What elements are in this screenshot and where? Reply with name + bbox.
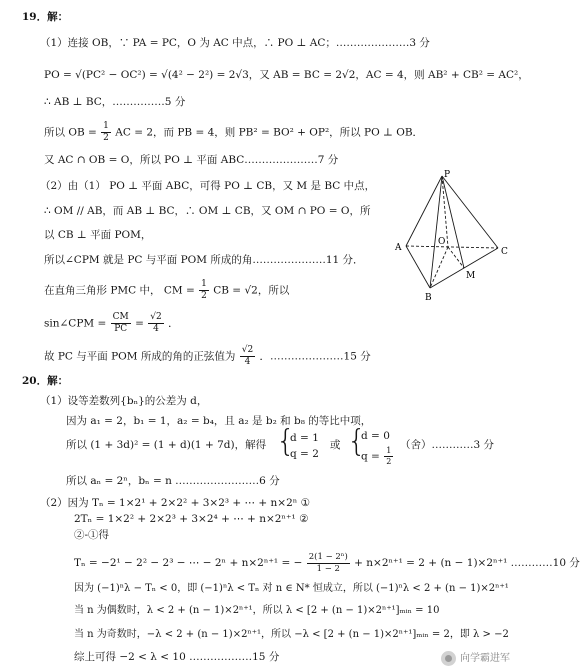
q19-p1-line5: 又 AC ∩ OB = O，所以 PO ⊥ 平面 ABC…………………7 分 <box>44 154 339 166</box>
q20-p2-line4: Tₙ = −2¹ − 2² − 2³ − ⋯ − 2ⁿ + n×2ⁿ⁺¹ = − $\frac{\text{2(1 − 2ⁿ)}}{1 - 2}$ + n×2ⁿ⁺¹ = 2 + (n − 1)×2ⁿ⁺¹ …………10 分 <box>74 552 580 574</box>
label-P: P <box>444 170 451 180</box>
fraction: $\frac{√2}{4}$ <box>241 345 254 367</box>
watermark <box>441 651 510 666</box>
fraction: $\frac{1}{2}$ <box>201 279 207 301</box>
label-M: M <box>466 271 476 281</box>
q19-p2-line5: 在直角三角形 PMC 中， CM = $\frac{1}{2}$ CB = √2，所以 <box>44 279 290 301</box>
q20-p1-line4: 所以 aₙ = 2ⁿ，bₙ = n ……………………6 分 <box>66 475 280 487</box>
label-C: C <box>501 247 508 257</box>
case1-row2: q = 2 <box>290 448 319 460</box>
q19-p2-line1: （2）由（1） PO ⊥ 平面 ABC，可得 PO ⊥ CB，又 M 是 BC 中点， <box>40 180 376 192</box>
q19-p2-line6: sin∠CPM = $\frac{CM}{PC}$ = $\frac{√2}{4}$ ． <box>44 312 179 334</box>
q20-p2-line3: ②-①得 <box>74 529 110 541</box>
edge-AC <box>406 246 498 248</box>
edge-PA <box>406 176 442 246</box>
account-avatar-icon <box>441 651 456 666</box>
q20-p2-line1: （2）因为 Tₙ = 1×2¹ + 2×2² + 3×2³ + ⋯ + n×2ⁿ ① <box>40 497 311 509</box>
case2-row1: d = 0 <box>361 430 390 442</box>
fraction: $\frac{\text{2(1 − 2ⁿ)}}{1 - 2}$ <box>308 552 348 574</box>
q20-p1-line2: 因为 a₁ = 2，b₁ = 1，a₂ = b₄，且 a₂ 是 b₂ 和 b₈ 的等比中项， <box>66 415 372 427</box>
q19-p2-line7: 故 PC 与平面 POM 所成的角的正弦值为 $\frac{√2}{4}$ ．…………………15 分 <box>44 345 371 367</box>
q20-p2-line5: 因为 (−1)ⁿλ − Tₙ < 0，即 (−1)ⁿλ < Tₙ 对 n ∈ N* 恒成立，所以 (−1)ⁿλ < 2 + (n − 1)×2ⁿ⁺¹ <box>74 583 509 594</box>
case-brace-1: { <box>276 424 296 459</box>
case-brace-2: { <box>347 424 367 459</box>
q20-p1-line3a: 所以 (1 + 3d)² = (1 + d)(1 + 7d)，解得 <box>66 439 267 451</box>
case1-row1: d = 1 <box>290 432 319 444</box>
fraction: $\frac{CM}{PC}$ <box>112 312 129 334</box>
q20-p2-line8: 综上可得 −2 < λ < 10 ………………15 分 <box>74 651 280 663</box>
label-B: B <box>425 293 432 303</box>
q19-p2-line2: ∴ OM // AB，而 AB ⊥ BC，∴ OM ⊥ CB，又 OM ∩ PO = O，所 <box>44 205 371 217</box>
q19-p2-line3: 以 CB ⊥ 平面 POM， <box>44 229 152 241</box>
case-or: 或 <box>330 439 341 451</box>
edge-PB <box>430 176 442 288</box>
q19-p1-line3: ∴ AB ⊥ BC，……………5 分 <box>44 96 186 108</box>
fraction: $\frac{1}{2}$ <box>103 121 109 143</box>
q19-p2-line4: 所以∠CPM 就是 PC 与平面 POM 所成的角…………………11 分． <box>44 254 364 266</box>
fraction: $\frac{√2}{4}$ <box>150 312 162 334</box>
fraction: $\frac{1}{2}$ <box>386 446 392 466</box>
q20-p2-line2: 2Tₙ = 1×2² + 2×2³ + 3×2⁴ + ⋯ + n×2ⁿ⁺¹ ② <box>74 513 309 525</box>
q19-p1-line1: （1）连接 OB，∵ PA = PC，O 为 AC 中点，∴ PO ⊥ AC；…………………3 分 <box>40 37 430 49</box>
q19-p1-line4: 所以 OB = $\frac{1}{2}$ AC = 2，而 PB = 4，则 PB² = BO² + OP²，所以 PO ⊥ OB． <box>44 121 424 143</box>
q20-p2-line6: 当 n 为偶数时，λ < 2 + (n − 1)×2ⁿ⁺¹，所以 λ < [2 + (n − 1)×2ⁿ⁺¹]ₘᵢₙ = 10 <box>74 605 440 616</box>
watermark-text: 向学霸进军 <box>460 652 510 664</box>
label-O: O <box>438 237 446 247</box>
q19-p1-line2: PO = √(PC² − OC²) = √(4² − 2²) = 2√3，又 AB = BC = 2√2，AC = 4，则 AB² + CB² = AC²， <box>44 69 529 81</box>
q20-header: 20．解： <box>22 375 69 387</box>
pyramid-figure <box>392 166 512 306</box>
label-A: A <box>395 243 402 253</box>
segment-OB <box>430 247 448 288</box>
case2-row2: q = $\frac{1}{2}$ <box>361 446 392 466</box>
q20-p2-line7: 当 n 为奇数时，−λ < 2 + (n − 1)×2ⁿ⁺¹，所以 −λ < [2 + (n − 1)×2ⁿ⁺¹]ₘᵢₙ = 2，即 λ > −2 <box>74 629 509 640</box>
q19-header: 19．解： <box>22 11 69 23</box>
q20-p1-line1: （1）设等差数列{bₙ}的公差为 d， <box>40 395 208 407</box>
edge-AB <box>406 246 430 288</box>
q20-p1-line3b: （舍）…………3 分 <box>400 439 495 451</box>
